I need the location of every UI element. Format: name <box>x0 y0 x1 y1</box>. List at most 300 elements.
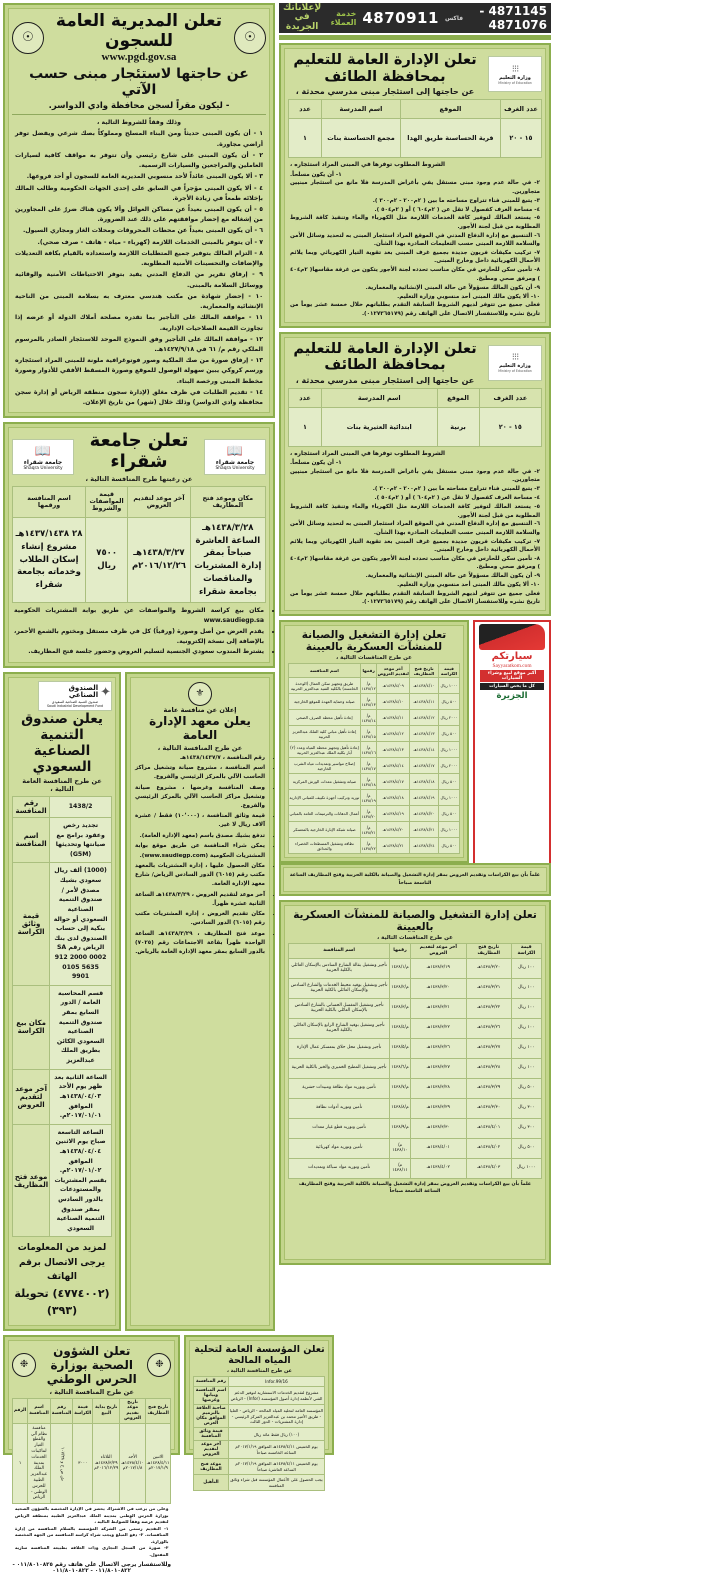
cell-index: ١ <box>13 1423 28 1503</box>
cell-open: ١٤٣٨/٤/٠٢هـ <box>466 1138 511 1158</box>
cell-name: تأمين وتوريد مواد نظافة ومبيدات حشرية <box>289 1078 390 1098</box>
cell-open: ١٤٣٨/٣/٢٧هـ <box>466 1038 511 1058</box>
col-open-date: تاريخ فتح المظاريف <box>145 1398 171 1423</box>
col-school-name: اسم المدرسة <box>322 389 438 408</box>
taif1-condition: ١٠- ألا يكون مالك المبنى أحد منسوبي وزارة التعليم. <box>397 293 540 300</box>
health-phone: وللاستفسار يرجى الاتصال على هاتف رقم ٠١١/٨٠١٠٨٢٥ - ٠١١/٨٠١٠٨٢٢ - ٠١١/٨٠١٠٨٢٢ <box>12 1562 171 1575</box>
cell-location: قرية الحساسنة طريق الهدا <box>400 119 500 158</box>
taif1-condition: ٧- تركيب مكيفات فريون جديدة بجميع غرف المبنى بعد تقوية التيار الكهربائي وبما يلائم الأحمال الكهربائية داخل وخارج المبنى. <box>290 250 540 265</box>
cell-open: ١٤٣٨/٣/٢٦هـ <box>466 1018 511 1038</box>
ipa-item: • وصف المنافسة وغرضها ، مشروع صيانة وتشغيل مراكز الحاسب الآلي بالمركز الرئيسي والفروع. <box>135 784 265 811</box>
table-row <box>13 797 112 818</box>
cell-name: طريق وتجهيز سكن العمال (الوحدة الخامسة) بالكلية الفنية عبدالعزيز الحربية <box>289 678 361 694</box>
cell-deadline: ١٤٣٨/٤/٢٠هـ <box>377 822 410 838</box>
col-booklet-price: قيمة الكراسة <box>73 1398 93 1423</box>
cell-open: ١٤٣٨/٤/١٠هـ <box>410 678 439 694</box>
cell-open: ١٤٣٨/٤/١٣هـ <box>410 726 439 742</box>
cell-name: تأمين وتوريد قطع غيار معدات <box>289 1118 390 1138</box>
col-submit-date: تاريخ موعد تقديم العروض <box>120 1398 146 1423</box>
cell-price: ٢٠٠٠ ريال <box>438 758 459 774</box>
cell-label: مكان بيع الكراسة <box>13 985 50 1069</box>
prisons-condition: ١٢ - موافقة المالك على التأجير وفق النموذج الموحد للاستئجار الصادر بالمرسوم الملكي رقم م/ ٦١ في ١٤٢٧/٩/١٨هـ. <box>15 335 263 354</box>
table-row <box>289 838 460 854</box>
military2-title: تعلن إدارة التشغيل والصيانة للمنشآت العسكرية بالعيينة <box>293 908 537 933</box>
cell-value: قسم المحاسبة العامة / الدور السابع بمقر صندوق التنمية الصناعية السعودي الكائن بطريق الملك عبدالعزيز <box>50 985 112 1069</box>
cell-name: أعمال الدهانات والترميمات العامة بالمباني <box>289 806 361 822</box>
cell-deadline: ١٤٣٨/٤/٢١هـ <box>377 838 410 854</box>
cell-school-name: ابتدائية العثيرية بنات <box>322 408 438 447</box>
cell-open: ١٤٣٨/٤/١٩هـ <box>410 790 439 806</box>
swcc-title: تعلن المؤسسة العامة لتحلية المياه المالحة <box>194 1343 325 1366</box>
table-header-row <box>13 486 266 517</box>
ipa-item: • اسم المنافسة ، مشروع صيانة وتشغيل مراكز الحاسب الآلي بالمركز الرئيسي والفروع. <box>135 764 265 782</box>
moe-logo-ar-1: وزارة التعليم <box>499 74 531 81</box>
ipa-seal-icon: ⚜ <box>188 682 212 706</box>
taif1-condition: فعلى جميع من تتوفر لديهم الشروط السابقة التقدم بطلباتهم خلال خمسة عشر يوماً من تاريخ نشره وللاستفسار الاتصال على الهاتف رقم (٠١٢٧٣٦٥١٧٩). <box>290 302 540 317</box>
cell-price: ١٠٠ ريال <box>511 1058 541 1078</box>
health-title: تعلن الشؤون الصحية بوزارة الحرس الوطني <box>46 1343 137 1386</box>
taif2-condition: ٨- تأمين سكن للحارس في مكان مناسب تحدده لجنة الأجور يتكون من غرفة مقاسها( ٢م٤٠٤ ) ومرفق صحي ومطبخ. <box>290 556 540 571</box>
taif1-condition: ١- أن يكون مسلحاً. <box>290 171 342 178</box>
shaqra-logo-ar-2: جامعة شقراء <box>23 458 63 466</box>
cell-open: ١٤٣٨/٤/٠٣هـ <box>466 1158 511 1178</box>
cell-open: ١٤٣٨/٣/٣٠هـ <box>466 1098 511 1118</box>
shaqra-logo-en-2: Shaqra University <box>23 465 63 471</box>
cell-deadline: ١٤٣٨/٤/١٧هـ <box>377 774 410 790</box>
ipa-item: • قيمة وثائق المنافسة ، (١٠٬٠٠٠) فقط / عشرة آلاف ريال لا غير. <box>135 812 265 830</box>
table-row <box>289 1058 542 1078</box>
prisons-conditions <box>12 118 266 408</box>
prison-seal-icon-2: ☉ <box>12 22 44 54</box>
cell-deadline: ١٤٣٨/٤/١١هـ <box>377 710 410 726</box>
ipa-item: • مكان تقديم العروض ، إدارة المشتريات مكتب رقم (٦٠١٥) الدور السادس. <box>135 910 265 928</box>
table-row <box>194 1387 325 1405</box>
table-header-row <box>289 943 542 958</box>
swcc-subtitle: عن طرح المنافسة التالية ، <box>226 1367 292 1374</box>
taif2-condition: ٤- مساحة الغرف كفصول لا تقل عن ( ٢م٦٠٤ ) أو ( ٢م٥٠٤ ). <box>374 495 540 502</box>
health-note: ٣- صورة من السجل التجاري وذات العلاقة بطبيعة المنافسة سارية المفعول. <box>15 1545 169 1557</box>
taif2-title: تعلن الإدارة العامة للتعليم بمحافظة الطائف <box>293 340 477 374</box>
masthead <box>279 3 551 33</box>
prisons-conditions-head: وذلك وفقاً للشروط التالية ، <box>97 119 181 127</box>
taif2-conditions-head: الشروط المطلوب توفرها في المبنى المراد استئجاره ، <box>290 451 446 458</box>
col-open-place: مكان وموعد فتح المظاريف <box>190 486 265 517</box>
cell-number: م/١٤٣٨/١٠ <box>390 1138 411 1158</box>
taif1-conditions-head: الشروط المطلوب توفرها في المبنى المراد استئجاره ، <box>290 162 446 169</box>
taif2-condition: ٧- تركيب مكيفات فريون جديدة بجميع غرف المبنى بعد تقوية التيار الكهربائي وبما يلائم الأحمال الكهربائية داخل وخارج المبنى. <box>290 538 540 554</box>
col-booklet-price: قيمة الكراسة <box>438 664 459 678</box>
sidf-header <box>12 681 112 711</box>
cell-label: رقم المنافسة <box>13 797 50 818</box>
cell-name: تأجير وتشغيل المغسل الحساني بالشارع السادس بالإسكان العائلي بالكلية الحربية <box>289 998 390 1018</box>
cell-number: م/١٤٣٨/١٢ <box>360 678 377 694</box>
sidf-phone-block <box>12 1237 112 1321</box>
ipa-item: • موعد فتح المظاريف ، ١٤٣٨/٣/٢٩هـ الساعة الواحدة ظهراً بقاعة الاجتماعات رقم (٧٠٢٥) بالدور السابع بمقر معهد الإدارة العامة بالرياض. <box>135 930 265 957</box>
table-row <box>289 978 542 998</box>
cell-deadline: ١٤٣٨/٣/١٩هـ <box>410 958 466 978</box>
national-guard-seal-icon: ❉ <box>147 1353 171 1377</box>
cell-price: ٣٠٠ ريال <box>511 1098 541 1118</box>
table-row <box>13 517 266 603</box>
col-school-name: اسم المدرسة <box>322 100 401 119</box>
ipa-eyebrow: إعلان عن منافسة عامة <box>163 705 237 714</box>
banner-tagline-1: أكبر موقع لبيع وشراء السيارات <box>480 670 544 682</box>
shaqra-logo-2 <box>12 439 74 475</box>
cell-tender-name: ٢٨ ١٤٣٧/١٤٣٨هـ مشروع إنشاء إسكان الطلاب وخدماته بجامعة شقراء <box>13 517 86 603</box>
cell-value: يوم الخميس ١٤٣٨/٤/١١هـ الموافق ٢٠١٧/١/١٩م الساعة العاشرة صباحاً <box>228 1459 325 1475</box>
sidf-logo <box>38 681 112 711</box>
sidf-phone-label: لمزيد من المعلومات يرجى الاتصال برقم الهاتف <box>17 1243 107 1283</box>
shaqra-book-icon-2: 📖 <box>34 443 52 459</box>
taif1-subtitle: عن حاجتها إلى استئجار مبنى مدرسي محدثة ، <box>295 87 475 97</box>
prisons-condition: ٢ - أن يكون المبنى على شارع رئيسي وأن تتوفر به مواقف كافية لسيارات العاملين والمراجعين والسيارات الرسمية. <box>15 151 263 170</box>
ad-sayyaratkom-banner[interactable] <box>473 620 551 867</box>
ad-shaqra-university <box>3 422 275 668</box>
taif1-condition: ٦- التنسيق مع إدارة الدفاع المدني في الموقع المراد استئجار المبنى به لتحديد وسائل الأمن والسلامة اللازمة المبنى حسب التعليمات الصادرة بهذا الشأن. <box>290 232 540 248</box>
prisons-condition: ١١ - موافقة المالك على التأجير بما تقدره مصلحة أملاك الدولة أو عرضه إذا تجاوزت القيمة الصلاحيات الإدارية. <box>15 314 263 332</box>
cell-value: مشروع لتقديم الخدمات الاستشارية لتوفير الدعم الفني لأنظمة إدارة أصول المؤسسة (Infor) - الرياض <box>228 1387 325 1405</box>
military1-note-box <box>279 863 551 895</box>
prisons-condition: ١٠ - إحضار شهادة من مكتب هندسي معترف به بسلامة المبنى من الناحية الإنشائية والمعمارية. <box>15 292 263 311</box>
cell-open: ١٤٣٨/٣/٢٢هـ <box>466 998 511 1018</box>
cell-number: م/١٤٣٨/١٣ <box>360 694 377 710</box>
taif1-condition: ٣- يتبع للمبنى فناء تتراوح مساحته ما بين ( ٢م٢٠٠ - ٢م٣٠٠ ). <box>372 197 540 204</box>
ad-institute-public-administration <box>125 672 275 1331</box>
cell-price: ١٠٠ ريال <box>511 998 541 1018</box>
taif1-title: تعلن الإدارة العامة للتعليم بمحافظة الطائف <box>293 52 477 85</box>
cell-number: م/١٤٣٨/١ <box>390 958 411 978</box>
ad-taif-education-1 <box>279 43 551 328</box>
cell-price: ١٠٠ ريال <box>511 1018 541 1038</box>
cell-open: ١٤٣٨/٤/١٧هـ <box>410 758 439 774</box>
military2-subtitle: عن طرح المنافسات التالية ، <box>377 934 453 941</box>
cell-school-name: مجمع الحساسنة بنات <box>322 119 401 158</box>
cell-name: إعادة تأهيل محطة الصرف الصحي <box>289 710 361 726</box>
cell-sale-start: الثلاثاء ١٤٣٨/٣/٢٩هـ ٢٠١٦/١٢/٢٩م <box>93 1423 120 1503</box>
cell-label: اسم المنافسة وبيانها وغرضها <box>195 1388 227 1404</box>
cell-price: ١٠٠٠ ريال <box>438 822 459 838</box>
masthead-divider <box>279 35 551 40</box>
table-row <box>289 758 460 774</box>
ipa-item: • رقم المنافسة ، ١٤٣٨/١٤٣٧/٧هـ <box>135 754 265 763</box>
cell-price: ٥٠٠ ريال <box>511 1078 541 1098</box>
taif1-condition: ٥- يستعد المالك لتوفير كافة الخدمات اللازمة مثل الكهرباء والماء وتنفيذ كافة الشروط المطلوبة من قبل لجنة الأجور. <box>290 215 540 230</box>
table-row <box>289 1038 542 1058</box>
shaqra-book-icon: 📖 <box>226 443 244 459</box>
cell-open: ١٤٣٨/٣/٢٩هـ <box>466 1078 511 1098</box>
prisons-url[interactable]: www.pgd.gov.sa <box>101 51 177 64</box>
cell-name: تأمين وتوريد مواد سباكة وتمديدات <box>289 1158 390 1178</box>
taif2-condition: ٩- أن يكون المالك مسؤولاً عن حالة المبنى الإنشائية والمعمارية. <box>365 573 540 580</box>
military2-note: علماً بأن بيع الكراسات وتقديم العروض بمقر إدارة التشغيل والصيانة بالكلية الحربية وفتح المظاريف الساعة التاسعة صباحاً <box>298 1181 532 1194</box>
taif2-condition: ١٠- ألا يكون مالك المبنى أحد منسوبي وزارة التعليم. <box>397 582 540 589</box>
cell-price: ٥٠٠ ريال <box>438 774 459 790</box>
table-row <box>289 790 460 806</box>
cell-name: إعادة تأهيل وتجهيز محطة المياه وعدد (٢) آبار بكلية الملك عبدالعزيز الحربية <box>289 742 361 758</box>
sidf-logo-en: Saudi Industrial Development Fund <box>46 703 104 708</box>
taif2-condition: ٥- يستعد المالك لتوفير كافة الخدمات اللازمة مثل الكهرباء والماء وتنفيذ كافة الشروط المطلوبة من قبل لجنة الأجور. <box>290 504 540 519</box>
masthead-phone-main: 4870911 <box>362 9 439 27</box>
table-row <box>289 998 542 1018</box>
cell-label: موعد فتح المظاريف <box>13 1124 50 1237</box>
cell-number: م/١٤٣٨/٣ <box>390 998 411 1018</box>
prison-seal-icon: ☉ <box>234 22 266 54</box>
masthead-service-label: خدمة العملاء <box>330 9 357 27</box>
national-guard-seal-icon-2: ❉ <box>12 1353 36 1377</box>
masthead-brand <box>283 4 321 32</box>
shaqra-logo-ar: جامعة شقراء <box>215 458 255 466</box>
cell-deadline: ١٤٣٨/٤/١٣هـ <box>377 742 410 758</box>
cell-price: ٥٠٠ ريال <box>438 838 459 854</box>
cell-label: قيمة وثائق المنافسة <box>194 1428 228 1441</box>
cell-name: تأجير وتشغيل بوفيه الشارع الرابع بالإسكان العائلي بالكلية الحربية <box>289 1018 390 1038</box>
cell-name: تأجير وتشغيل بوفيه محيط الخدمات والشارع السادس والإسكان العائلي بالكلية الحربية <box>289 978 390 998</box>
prisons-headline: عن حاجتها لاستئجار مبنى حسب الآتي <box>29 66 249 99</box>
ipa-logo-wrap <box>134 681 266 706</box>
cell-value: (1000) ألف ريال سعودي بشيك مصدق لأمر / صندوق التنمية الصناعية السعودي أو حوالة بنكية إلى حساب الصندوق لدى بنك الرياض رقم SA 912 2000 0002 0105 5635 9901 <box>50 863 112 985</box>
taif1-condition: ٩- أن يكون المالك مسؤولاً عن حالة المبنى الإنشائية والمعمارية. <box>365 284 540 291</box>
cell-number: م/١٤٣٨/٢١ <box>360 822 377 838</box>
shaqra-bullets <box>12 603 266 659</box>
col-booklet-price: قيمة الكراسة <box>511 943 541 958</box>
cell-open: ١٤٣٨/٣/٢١هـ <box>466 978 511 998</box>
taif2-condition: ٣- يتبع للمبنى فناء تتراوح مساحته ما بين ( ٢م٢٠٠ - ٢م٣٠٠ ). <box>372 486 540 493</box>
cell-number: م/١٤٣٨/١٧ <box>360 758 377 774</box>
table-row <box>289 694 460 710</box>
col-tender-number: رقم المنافسة <box>50 1398 73 1423</box>
cell-label: صاحبة العلاقة بالترميم الموافق مكان العرض <box>194 1405 228 1428</box>
ad-general-directorate-prisons <box>3 3 275 418</box>
cell-name: تأمين وتوريد مواد كهربائية <box>289 1138 390 1158</box>
col-open-date: تاريخ فتح المظاريف <box>410 664 439 678</box>
cell-value: يوم الخميس ١٤٣٨/٤/١١هـ الموافق ٢٠١٧/١/١٩م الساعة الخامسة صباحاً <box>228 1441 325 1459</box>
table-row <box>289 408 542 447</box>
cell-deadline: ١٤٣٨/٤/٠١هـ <box>410 1138 466 1158</box>
prisons-condition: ٥ - أن يكون المبنى بعيداً عن مساكن العوائل وألا يكون هناك ضررٌ على المجاورين من إشغاله مع إحضار موافقتهم على ذلك عند الضرورة. <box>15 205 263 224</box>
cell-number: م/١٤٣٨/١٦ <box>360 742 377 758</box>
masthead-fax-label: فاكس <box>444 14 464 22</box>
cell-name: توريد وتركيب أجهزة تكييف للمباني الإدارية <box>289 790 361 806</box>
col-deadline: آخر موعد لتقديم العروض <box>410 943 466 958</box>
health-note: وعلى من يرغب في الاشتراك يحضر في الإدارة المختصة بالشؤون الصحية بوزارة الحرس الوطني بمدينة الملك عبدالعزيز الطبية بمنطقة الرياض لتقديم عرضه وفقاً للضوابط التالية ، <box>15 1506 169 1525</box>
cell-deadline: ١٤٣٨/٣/٢٦هـ <box>410 1038 466 1058</box>
military1-note: علماً بأن بيع الكراسات وتقديم العروض بمقر إدارة التشغيل والصيانة بالكلية الحربية وفتح المظاريف الساعة التاسعة صباحاً <box>289 873 541 886</box>
col-tender-name: اسم المنافسة <box>28 1398 51 1423</box>
moe-logo-2 <box>488 345 542 381</box>
taif1-conditions <box>288 161 542 318</box>
table-row <box>289 958 542 978</box>
cell-open: ١٤٣٨/٤/٠١هـ <box>466 1118 511 1138</box>
cell-label: موعد فتح المظاريف <box>194 1459 228 1475</box>
cell-open: ١٤٣٨/٤/١١هـ <box>410 694 439 710</box>
table-header-row <box>289 100 542 119</box>
col-room-count: عدد الغرف <box>500 100 541 119</box>
cell-price: ١٠٠ ريال <box>511 958 541 978</box>
cell-name: إعادة تأهيل مباني كلية الملك عبدالعزيز الحربية <box>289 726 361 742</box>
sidf-logo-ar2: صندوق التنمية الصناعية السعودي <box>51 699 99 704</box>
banner-tagline-2: كل ما يخص السيارات <box>480 683 544 690</box>
cell-name: تأجير وتشغيل محل حلاق بمعسكر عمال الإدارة <box>289 1038 390 1058</box>
table-row <box>13 1069 112 1124</box>
moe-dots-icon-1: ⁝⁝⁝ <box>511 63 519 75</box>
swcc-tender-table <box>193 1376 325 1491</box>
col-room-count: عدد الغرف <box>479 389 541 408</box>
health-tender-table <box>12 1398 171 1504</box>
cell-deadline: ١٤٣٨/٤/١٩هـ <box>377 806 410 822</box>
car-icon <box>479 624 545 650</box>
col-sale-start: تاريخ بداية البيع <box>93 1398 120 1423</box>
col-location: الموقع <box>437 389 479 408</box>
cell-open: ١٤٣٨/٣/٢٨هـ <box>466 1058 511 1078</box>
ad-military-maintenance-1 <box>279 620 469 863</box>
taif1-condition: ٤- مساحة الغرف كفصول لا تقل عن ( ٢م٦٠٤ ) أو ( ٢م٥٠٤ ). <box>374 206 540 213</box>
cell-count: ١ <box>289 119 322 158</box>
table-row <box>289 710 460 726</box>
cell-price: ١٠٠٠ ريال <box>438 742 459 758</box>
ipa-items <box>134 752 266 961</box>
table-header-row <box>289 389 542 408</box>
table-row <box>289 1098 542 1118</box>
cell-tender-number: ش ص ح و ١٠٧/٣٨ <box>50 1423 73 1503</box>
cell-price: ٥٠٠ ريال <box>511 1138 541 1158</box>
table-row <box>289 1078 542 1098</box>
col-deadline: آخر موعد لتقديم العروض <box>377 665 409 676</box>
table-row <box>289 806 460 822</box>
taif1-school-table <box>288 99 542 158</box>
cell-value: 1438/2 <box>50 797 112 818</box>
cell-name: صيانة وتشغيل معدات الورش المركزية <box>289 774 361 790</box>
moe-logo-en-1: Ministry of Education <box>498 80 532 85</box>
cell-number: م/١٤٣٨/٤ <box>390 1018 411 1038</box>
sidf-logo-ar: الصندوق الصناعي <box>68 684 99 700</box>
cell-price: ٧٥٠٠ ريال <box>86 517 128 603</box>
shaqra-title: تعلن جامعة شقراء <box>89 430 189 473</box>
cell-deadline: ١٤٣٨/٤/٠٩هـ <box>377 678 410 694</box>
cell-deadline: ١٤٣٨/٣/٢٧هـ <box>410 1058 466 1078</box>
col-tender-name: اسم المنافسة ورقمها <box>13 486 86 517</box>
cell-deadline: ١٤٣٨/٤/١٤هـ <box>377 758 410 774</box>
cell-label: التأهيل <box>194 1475 228 1491</box>
masthead-brand-line1: لإعلاناتك <box>283 2 322 13</box>
cell-deadline: ١٤٣٨/٣/٢٧هـ ٢٠١٦/١٢/٢٦م <box>128 517 190 603</box>
cell-open: ١٤٣٨/٤/٢١هـ <box>410 822 439 838</box>
cell-deadline: ١٤٣٨/٣/٢٠هـ <box>410 978 466 998</box>
ipa-title: يعلن معهد الإدارة العامة <box>149 713 251 742</box>
taif2-condition: ٢- في حالة عدم وجود مبنى مستقل يفي بأغراض المدرسة فلا مانع من استئجار مبنيين متجاورين. <box>290 469 540 484</box>
cell-price: ١٠٠٠ ريال <box>438 790 459 806</box>
cell-label: آخر موعد لتقديم العروض <box>13 1069 50 1124</box>
cell-name: تأجير وتشغيل بقالة الشارع السادس بالإسكان العائلي بالكلية الحربية <box>289 958 390 978</box>
shaqra-bullet: • يشترط المندوب سعودي الجنسية لتسليم العروض وحضور جلسة فتح المظاريف. <box>14 647 264 657</box>
cell-deadline: ١٤٣٨/٣/٢٩هـ <box>410 1098 466 1118</box>
table-row <box>194 1428 325 1441</box>
cell-price: ٢٠٠٠ ريال <box>438 710 459 726</box>
cell-value: يجب الحصول على الأعمال المؤسسة قبل شراء وثائق المنافسة <box>228 1475 325 1491</box>
cell-deadline: ١٤٣٨/٤/١٨هـ <box>377 790 410 806</box>
military1-title: تعلن إدارة التشغيل والصيانة للمنشآت العسكرية بالعيينة <box>301 629 447 654</box>
col-count: عدد <box>289 389 322 408</box>
table-header-row <box>289 664 460 678</box>
taif1-condition: ٢- في حالة عدم وجود مبنى مستقل يفي بأغراض المدرسة فلا مانع من استئجار مبنيين متجاورين. <box>290 180 540 195</box>
cell-open: ١٤٣٨/٤/١٨هـ <box>410 774 439 790</box>
cell-number: م/١٤٣٨/١٥ <box>360 726 377 742</box>
prisons-title: تعلن المديرية العامة للسجون <box>55 11 223 51</box>
military1-banner-row <box>279 620 551 867</box>
cell-room-count: ١٥ - ٢٠ <box>500 119 541 158</box>
taif1-condition: ٨- تأمين سكن للحارس في مكان مناسب تحدده لجنة الأجور يتكون من غرفة مقاسها( ٢م٤٠٤ ) ومرفق صحي ومطبخ. <box>290 267 540 282</box>
col-open-date: تاريخ فتح المظاريف <box>466 943 511 958</box>
cell-price: ١٠٠٠ ريال <box>511 1158 541 1178</box>
cell-number: م/١٤٣٨/١١ <box>390 1158 411 1178</box>
military1-table <box>288 663 460 854</box>
table-row <box>289 726 460 742</box>
cell-value: المؤسسة العامة لتحلية المياه المالحة - الرياض - العليا - طريق الأمير محمد بن عبدالعزيز المركز الرئيسي - إدارة المشتريات - الدور الثالث <box>228 1405 325 1428</box>
cell-value: (١٠٠) ريال فقط مائة ريال <box>228 1428 325 1441</box>
ipa-subtitle: عن طرح المنافسة التالية ، <box>157 743 243 752</box>
cell-location: برنية <box>437 408 479 447</box>
cell-value: تجديد رخص وعقود برامج مع صيانتها وتحديثها (G5M) <box>50 818 112 863</box>
table-row <box>289 1118 542 1138</box>
cell-deadline: ١٤٣٨/٤/١٠هـ <box>377 694 410 710</box>
cell-deadline: ١٤٣٨/٣/٢١هـ <box>410 998 466 1018</box>
table-row <box>194 1459 325 1475</box>
prisons-condition: ٤ - ألا يكون المبنى مؤجراً في السابق على إحدى الجهات الحكومية وطالب المالك بإخلائه طمعاً في زيادة الأجرة. <box>15 184 263 202</box>
table-row <box>289 1018 542 1038</box>
cell-open-place: ١٤٣٨/٣/٢٨هـ الساعة العاشرة صباحاً بمقر إدارة المشتريات والمناقصات بجامعة شقراء <box>190 517 265 603</box>
table-row <box>289 774 460 790</box>
shaqra-logo <box>204 439 266 475</box>
moe-logo-1 <box>488 56 542 92</box>
cell-number: م/١٤٣٨/٢٠ <box>360 806 377 822</box>
ad-sidf <box>3 672 121 1331</box>
col-index: الرقم <box>13 1398 28 1423</box>
banner-site-url[interactable]: Sayyaratkom.com <box>492 663 532 670</box>
prisons-condition: ٦ - أن يكون المبنى بعيداً عن محطات المحروقات ومحلات الغاز ومجاري السيول. <box>22 227 263 235</box>
table-row <box>13 818 112 863</box>
masthead-brand-line2: في الجريدة <box>285 12 319 32</box>
health-subtitle: عن طرح المنافسة التالية ، <box>49 1387 134 1396</box>
cell-number: م/١٤٣٨/١٤ <box>360 710 377 726</box>
taif2-school-table <box>288 388 542 447</box>
sidf-subtitle: عن طرح المنافسة العامة التالية ، <box>22 777 102 794</box>
cell-open: ١٤٣٨/٣/٢٠هـ <box>466 958 511 978</box>
moe-logo-en-2: Ministry of Education <box>498 369 532 374</box>
table-row <box>194 1475 325 1491</box>
table-header-row <box>13 1398 171 1423</box>
table-row <box>13 985 112 1069</box>
cell-number: م/١٤٣٨/٢ <box>390 978 411 998</box>
table-row <box>13 1423 171 1503</box>
cell-value: الساعة الثانية بعد ظهر يوم الأحد ١٤٣٨/٠٤/٠٣هـ الموافق ٢٠١٧/٠١/٠١م. <box>50 1069 112 1124</box>
military2-table <box>288 943 542 1179</box>
table-row <box>289 1138 542 1158</box>
col-location: الموقع <box>400 100 500 119</box>
sidf-ipa-row <box>3 672 275 1335</box>
cell-deadline: ١٤٣٨/٣/٣٠هـ <box>410 1118 466 1138</box>
shaqra-bullet: • يقدم العرض من أصل وصورة (ورقياً) كل في ظرف مستقل ومختوم بالشمع الأحمر، بالإضافة إلى نسخة إلكترونية. <box>14 627 264 647</box>
prisons-condition: ٩ - إرفاق تقرير من الدفاع المدني يفيد بتوفر الاحتياطات الأمنية والوقائية ووسائل السلامة بالمبنى. <box>15 271 263 289</box>
cell-deadline: ١٤٣٨/٤/١٢هـ <box>377 726 410 742</box>
ad-military-maintenance-2 <box>279 900 551 1265</box>
cell-price: ٥٠٠ ريال <box>438 694 459 710</box>
taif2-subtitle: عن حاجتها إلى استئجار مبنى مدرسي محدثة ، <box>295 376 475 386</box>
cell-open-date: الاثنين ١٤٣٨/٤/١١هـ ٢٠١٧/١/٩م <box>145 1423 171 1503</box>
cell-deadline: ١٤٣٨/٤/٠٢هـ <box>410 1158 466 1178</box>
cell-price: ٣٠٠ ريال <box>511 1118 541 1138</box>
table-row <box>194 1376 325 1386</box>
table-row <box>13 1124 112 1237</box>
cell-number: م/١٤٣٨/٢٢ <box>360 838 377 854</box>
